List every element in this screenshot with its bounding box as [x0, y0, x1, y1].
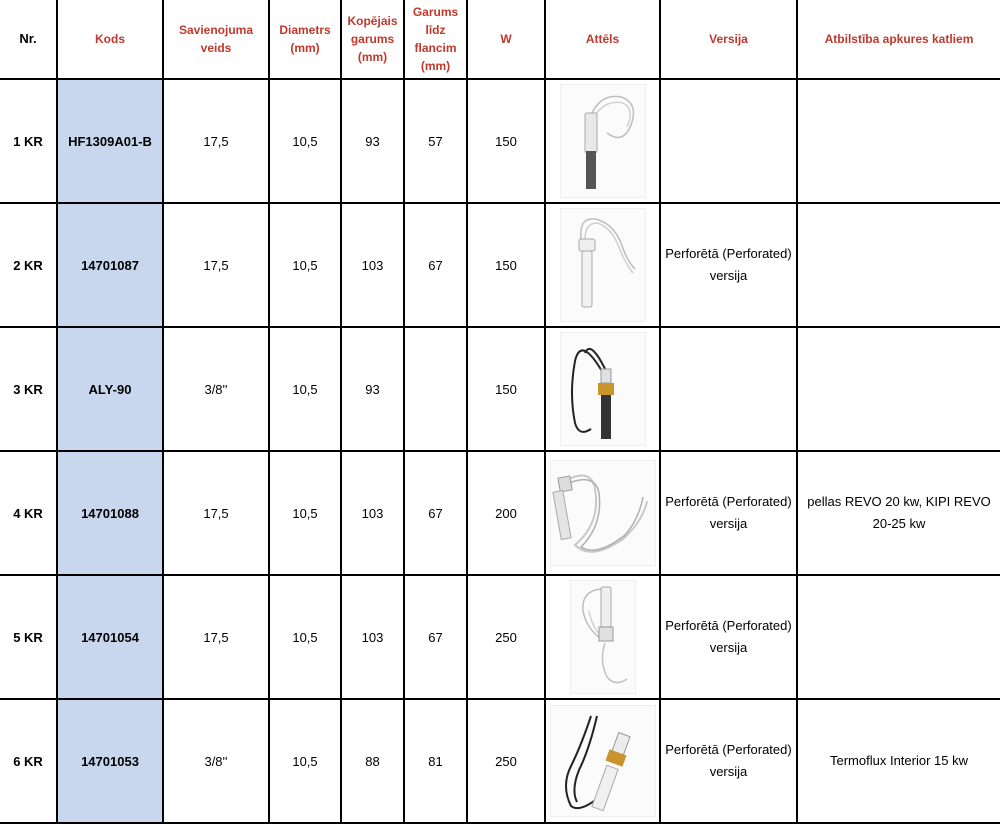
cell-nr: 3 KR [0, 327, 57, 451]
header-kopejais: Kopējais garums (mm) [341, 0, 404, 79]
cell-garums-flancim [404, 327, 467, 451]
cell-atbilstiba: Termoflux Interior 15 kw [797, 699, 1000, 823]
cell-atbilstiba [797, 327, 1000, 451]
cell-savienojums: 17,5 [163, 203, 269, 327]
cell-diametrs: 10,5 [269, 203, 341, 327]
cell-w: 150 [467, 79, 545, 203]
cell-kopejais: 103 [341, 451, 404, 575]
cell-savienojums: 3/8'' [163, 699, 269, 823]
cell-savienojums: 17,5 [163, 79, 269, 203]
cell-attels [545, 203, 660, 327]
header-garums-flancim: Garums līdz flancim (mm) [404, 0, 467, 79]
header-versija: Versija [660, 0, 797, 79]
cell-diametrs: 10,5 [269, 575, 341, 699]
glow-plug-icon [561, 85, 645, 197]
cell-savienojums: 3/8'' [163, 327, 269, 451]
cell-kods: ALY-90 [57, 327, 163, 451]
cell-kods: 14701087 [57, 203, 163, 327]
header-attels: Attēls [545, 0, 660, 79]
cell-diametrs: 10,5 [269, 79, 341, 203]
cell-attels [545, 451, 660, 575]
cell-kods: 14701088 [57, 451, 163, 575]
cell-w: 150 [467, 203, 545, 327]
product-photo [550, 705, 656, 817]
product-photo [560, 84, 646, 198]
glow-plug-icon [551, 461, 655, 565]
cell-kods: 14701053 [57, 699, 163, 823]
cell-diametrs: 10,5 [269, 451, 341, 575]
cell-versija: Perforētā (Perforated) versija [660, 203, 797, 327]
cell-w: 150 [467, 327, 545, 451]
cell-nr: 6 KR [0, 699, 57, 823]
header-kods: Kods [57, 0, 163, 79]
cell-garums-flancim: 57 [404, 79, 467, 203]
cell-versija [660, 327, 797, 451]
cell-kopejais: 103 [341, 575, 404, 699]
cell-diametrs: 10,5 [269, 327, 341, 451]
cell-kopejais: 88 [341, 699, 404, 823]
glow-plug-icon [551, 706, 655, 816]
cell-nr: 1 KR [0, 79, 57, 203]
table-row [0, 327, 1000, 451]
header-atbilstiba: Atbilstība apkures katliem [797, 0, 1000, 79]
cell-garums-flancim: 67 [404, 203, 467, 327]
product-photo [550, 460, 656, 566]
cell-atbilstiba [797, 575, 1000, 699]
table-row [0, 451, 1000, 575]
table-row [0, 575, 1000, 699]
cell-atbilstiba: pellas REVO 20 kw, KIPI REVO 20-25 kw [797, 451, 1000, 575]
cell-attels [545, 79, 660, 203]
header-savienojums: Savienojuma veids [163, 0, 269, 79]
cell-savienojums: 17,5 [163, 575, 269, 699]
cell-kopejais: 103 [341, 203, 404, 327]
cell-garums-flancim: 67 [404, 451, 467, 575]
glow-plug-icon [561, 209, 645, 321]
cell-versija: Perforētā (Perforated) versija [660, 699, 797, 823]
cell-w: 250 [467, 575, 545, 699]
cell-attels [545, 327, 660, 451]
cell-diametrs: 10,5 [269, 699, 341, 823]
product-photo [560, 208, 646, 322]
table-row [0, 699, 1000, 823]
cell-atbilstiba [797, 203, 1000, 327]
header-nr: Nr. [0, 0, 57, 79]
glow-plug-icon [571, 581, 635, 693]
cell-atbilstiba [797, 79, 1000, 203]
cell-savienojums: 17,5 [163, 451, 269, 575]
cell-versija: Perforētā (Perforated) versija [660, 575, 797, 699]
cell-kopejais: 93 [341, 327, 404, 451]
cell-nr: 2 KR [0, 203, 57, 327]
cell-kopejais: 93 [341, 79, 404, 203]
cell-nr: 4 KR [0, 451, 57, 575]
cell-w: 200 [467, 451, 545, 575]
product-photo [560, 332, 646, 446]
product-photo [570, 580, 636, 694]
header-row [0, 0, 1000, 79]
header-w: W [467, 0, 545, 79]
cell-versija [660, 79, 797, 203]
table-row [0, 79, 1000, 203]
cell-garums-flancim: 67 [404, 575, 467, 699]
cell-attels [545, 699, 660, 823]
cell-garums-flancim: 81 [404, 699, 467, 823]
cell-kods: HF1309A01-B [57, 79, 163, 203]
cell-versija: Perforētā (Perforated) versija [660, 451, 797, 575]
cell-nr: 5 KR [0, 575, 57, 699]
table-row [0, 203, 1000, 327]
cell-kods: 14701054 [57, 575, 163, 699]
cell-w: 250 [467, 699, 545, 823]
glow-plug-icon [561, 333, 645, 445]
cell-attels [545, 575, 660, 699]
header-diametrs: Diametrs (mm) [269, 0, 341, 79]
